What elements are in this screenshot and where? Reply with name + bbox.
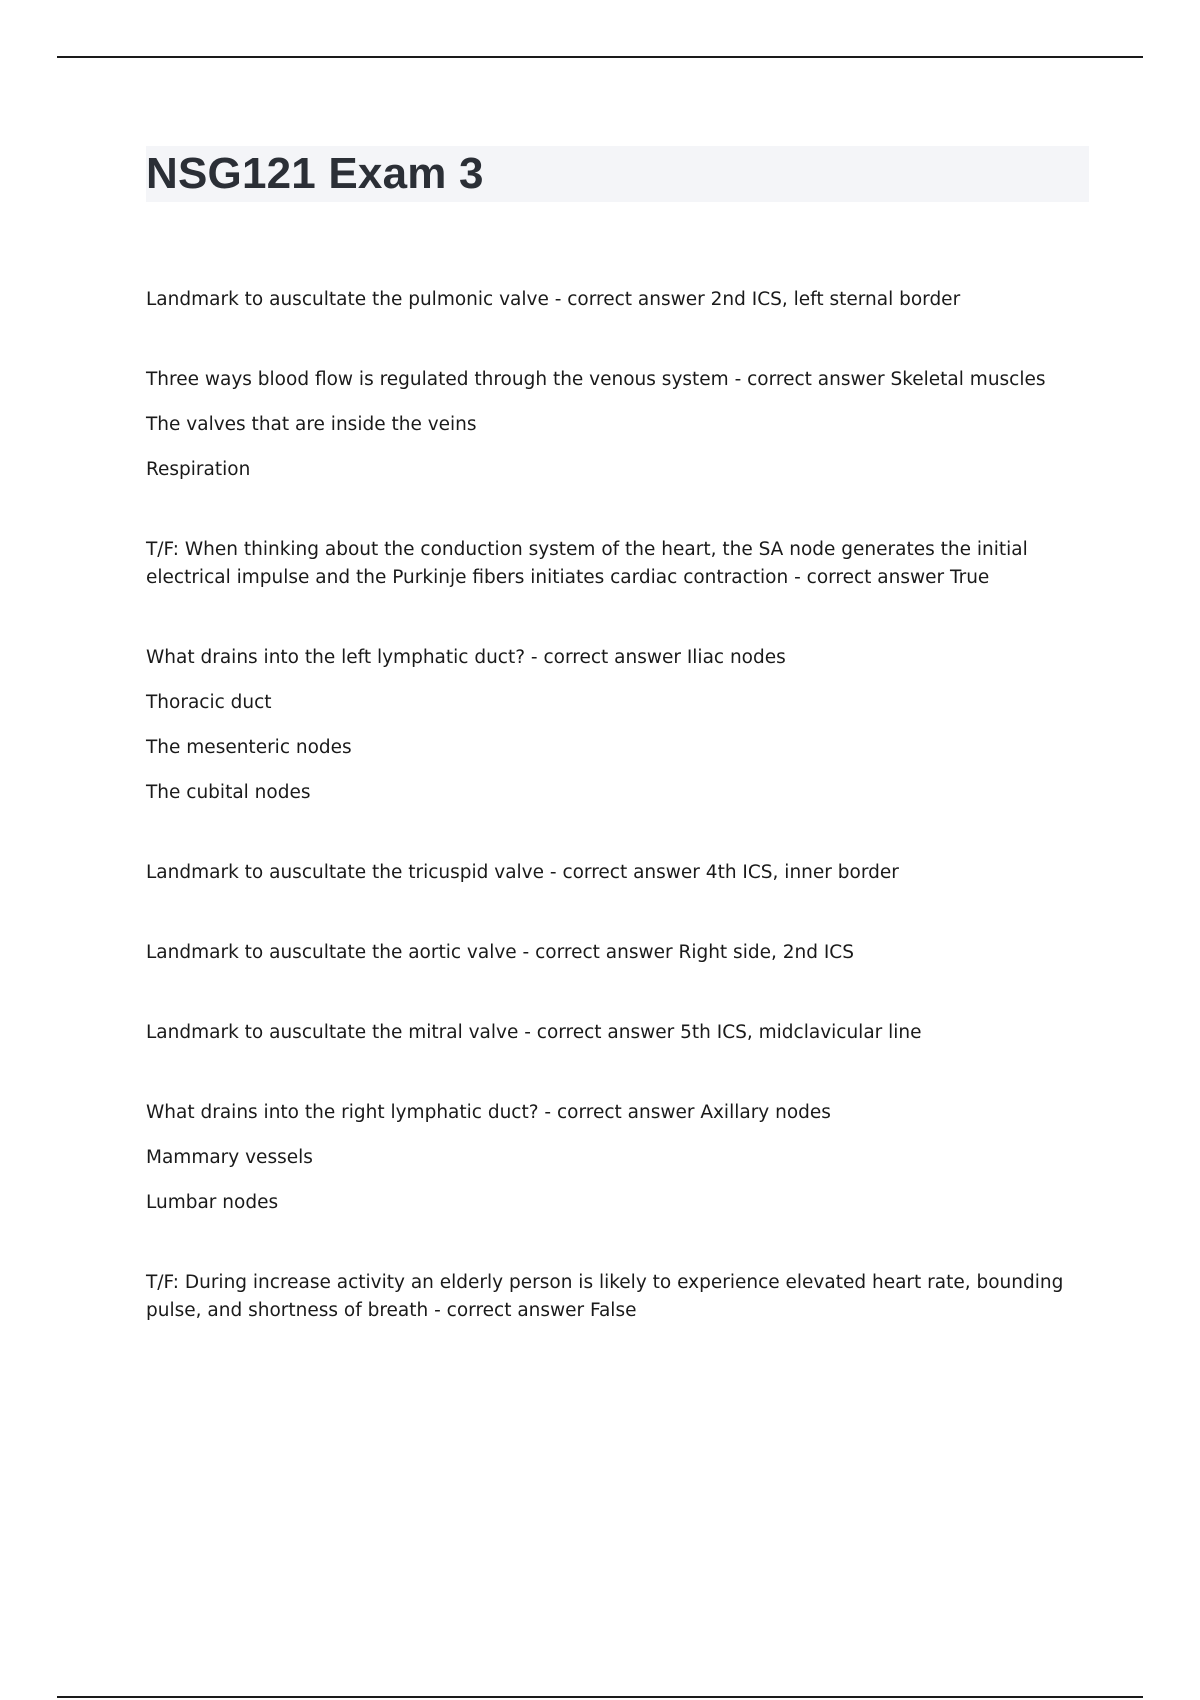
qa-question: What drains into the left lymphatic duct? - correct answer Iliac nodes: [146, 647, 786, 668]
qa-item: [146, 644, 1096, 807]
page-title: NSG121 Exam 3: [146, 149, 484, 198]
qa-item: [146, 536, 1096, 592]
qa-item: [146, 286, 1096, 314]
qa-question: T/F: During increase activity an elderly person is likely to experience elevated heart rate, bounding pulse, and shortness of breath - correct answer False: [146, 1272, 1064, 1321]
qa-item: [146, 859, 1096, 887]
qa-answer-line: Mammary vessels: [146, 1147, 313, 1168]
bottom-rule: [57, 1696, 1143, 1698]
qa-question: T/F: When thinking about the conduction system of the heart, the SA node generates the initial electrical impulse and the Purkinje fibers initiates cardiac contraction - correct answer True: [146, 539, 1028, 588]
qa-list: [146, 286, 1096, 1377]
qa-item: [146, 1099, 1096, 1217]
qa-answer-line: Lumbar nodes: [146, 1192, 279, 1213]
qa-item: [146, 939, 1096, 967]
qa-question: What drains into the right lymphatic duct? - correct answer Axillary nodes: [146, 1102, 831, 1123]
qa-answer-line: The valves that are inside the veins: [146, 414, 477, 435]
qa-question: Landmark to auscultate the mitral valve - correct answer 5th ICS, midclavicular line: [146, 1022, 922, 1043]
qa-item: [146, 1019, 1096, 1047]
qa-item: [146, 366, 1096, 484]
qa-question: Landmark to auscultate the tricuspid valve - correct answer 4th ICS, inner border: [146, 862, 899, 883]
qa-question: Three ways blood flow is regulated through the venous system - correct answer Skeletal muscles: [146, 369, 1046, 390]
qa-answer-line: The cubital nodes: [146, 782, 311, 803]
top-rule: [57, 56, 1143, 58]
qa-question: Landmark to auscultate the aortic valve - correct answer Right side, 2nd ICS: [146, 942, 854, 963]
qa-question: Landmark to auscultate the pulmonic valve - correct answer 2nd ICS, left sternal border: [146, 289, 961, 310]
qa-answer-line: Thoracic duct: [146, 692, 272, 713]
qa-item: [146, 1269, 1096, 1325]
qa-answer-line: The mesenteric nodes: [146, 737, 352, 758]
qa-answer-line: Respiration: [146, 459, 251, 480]
